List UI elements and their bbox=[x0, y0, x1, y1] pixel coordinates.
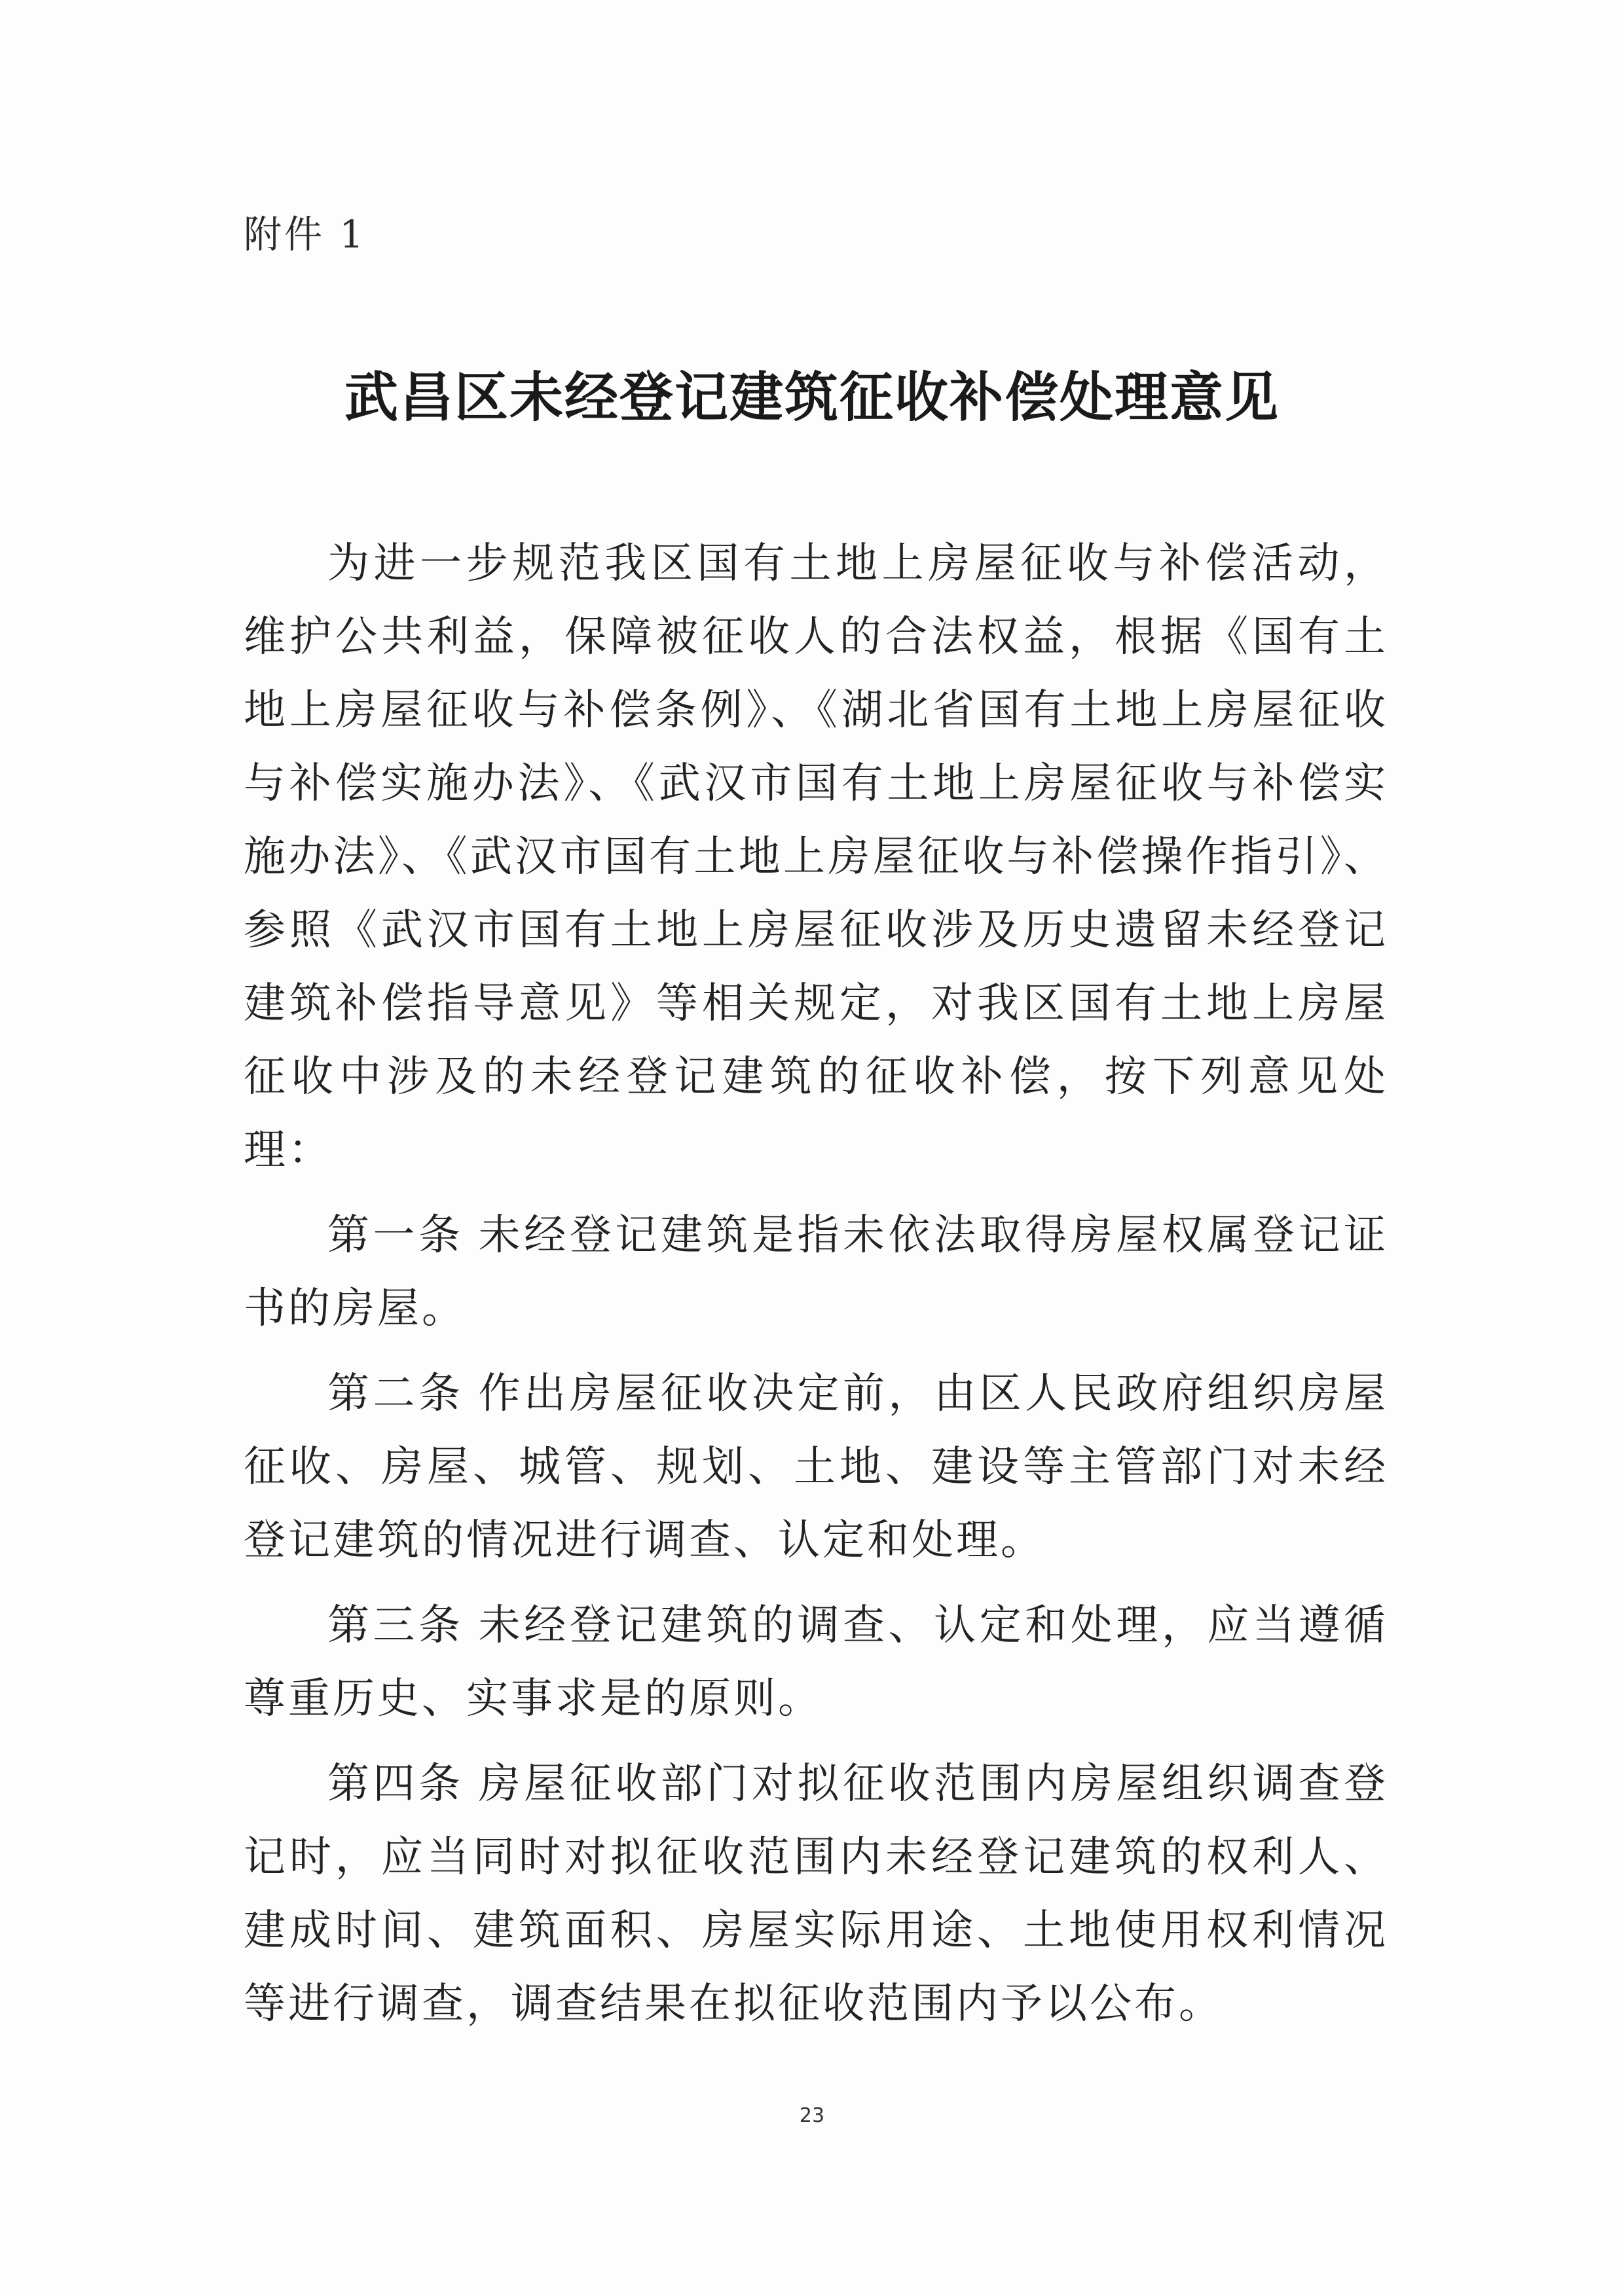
article-3 bbox=[244, 1589, 1388, 1736]
article-number: 第三条 bbox=[327, 1601, 464, 1650]
article-number: 第二条 bbox=[327, 1370, 464, 1418]
article-text: 作出房屋征收决定前，由区人民政府组织房屋征收、房屋、城管、规划、土地、建设等主管部门对未经登记建筑的情况进行调查、认定和处理。 bbox=[244, 1370, 1389, 1565]
article-text: 未经登记建筑的调查、认定和处理，应当遵循尊重历史、实事求是的原则。 bbox=[244, 1601, 1389, 1723]
article-text: 房屋征收部门对拟征收范围内房屋组织调查登记时，应当同时对拟征收范围内未经登记建筑的权利人、建成时间、建筑面积、房屋实际用途、土地使用权利情况等进行调查，调查结果在拟征收范围内予以公布。 bbox=[244, 1760, 1389, 2028]
article-number: 第四条 bbox=[327, 1760, 464, 1808]
intro-paragraph: 为进一步规范我区国有土地上房屋征收与补偿活动，维护公共利益，保障被征收人的合法权益，根据《国有土地上房屋征收与补偿条例》、《湖北省国有土地上房屋征收与补偿实施办法》、《武汉市国有土地上房屋征收与补偿实施办法》、《武汉市国有土地上房屋征收与补偿操作指引》、参照《武汉市国有土地上房屋征收涉及历史遗留未经登记建筑补偿指导意见》等相关规定，对我区国有土地上房屋征收中涉及的未经登记建筑的征收补偿，按下列意见处理： bbox=[244, 539, 1388, 1175]
article-text: 未经登记建筑是指未依法取得房屋权属登记证书的房屋。 bbox=[244, 1211, 1389, 1333]
article-1 bbox=[244, 1199, 1388, 1345]
attachment-label: 附件 1 bbox=[244, 212, 367, 257]
document-body bbox=[244, 527, 1388, 2041]
article-2 bbox=[244, 1357, 1388, 1577]
document-title: 武昌区未经登记建筑征收补偿处理意见 bbox=[344, 367, 1280, 429]
article-number: 第一条 bbox=[327, 1211, 464, 1260]
page-number: 23 bbox=[799, 2104, 825, 2127]
article-4 bbox=[244, 1747, 1388, 2041]
